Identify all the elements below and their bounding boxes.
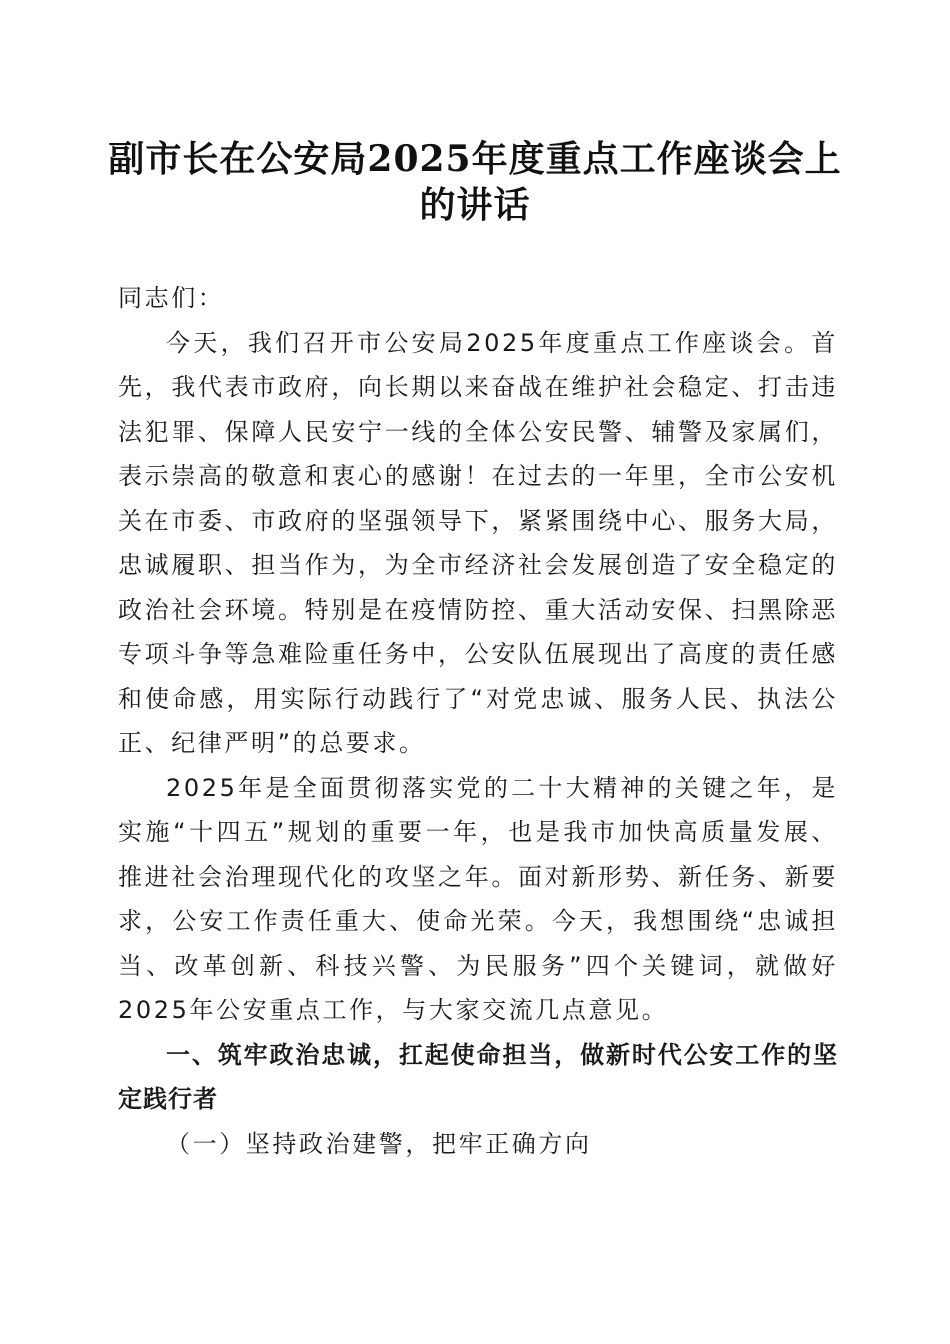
paragraph-context: 2025年是全面贯彻落实党的二十大精神的关键之年，是实施“十四五”规划的重要一年，也是我市加快高质量发展、推进社会治理现代化的攻坚之年。面对新形势、新任务、新要求，公安工作责任重大、使命光荣。今天，我想围绕“忠诚担当、改革创新、科技兴警、为民服务”四个关键词，就做好2025年公安重点工作，与大家交流几点意见。 <box>118 773 838 1024</box>
document-title: 副市长在公安局2025年度重点工作座谈会上的讲话 <box>108 138 842 226</box>
paragraph-opening: 今天，我们召开市公安局2025年度重点工作座谈会。首先，我代表市政府，向长期以来奋战在维护社会稳定、打击违法犯罪、保障人民安宁一线的全体公安民警、辅警及家属们，表示崇高的敬意和衷心的感谢！在过去的一年里，全市公安机关在市委、市政府的坚强领导下，紧紧围绕中心、服务大局，忠诚履职、担当作为，为全市经济社会发展创造了安全稳定的政治社会环境。特别是在疫情防控、重大活动安保、扫黑除恶专项斗争等急难险重任务中，公安队伍展现出了高度的责任感和使命感，用实际行动践行了“对党忠诚、服务人民、执法公正、纪律严明”的总要求。 <box>118 328 838 757</box>
section-heading: 一、筑牢政治忠诚，扛起使命担当，做新时代公安工作的坚定践行者 <box>118 1040 838 1113</box>
salutation: 同志们： <box>118 284 225 312</box>
subsection-heading: （一）坚持政治建警，把牢正确方向 <box>166 1129 592 1158</box>
document-body <box>118 276 838 1166</box>
